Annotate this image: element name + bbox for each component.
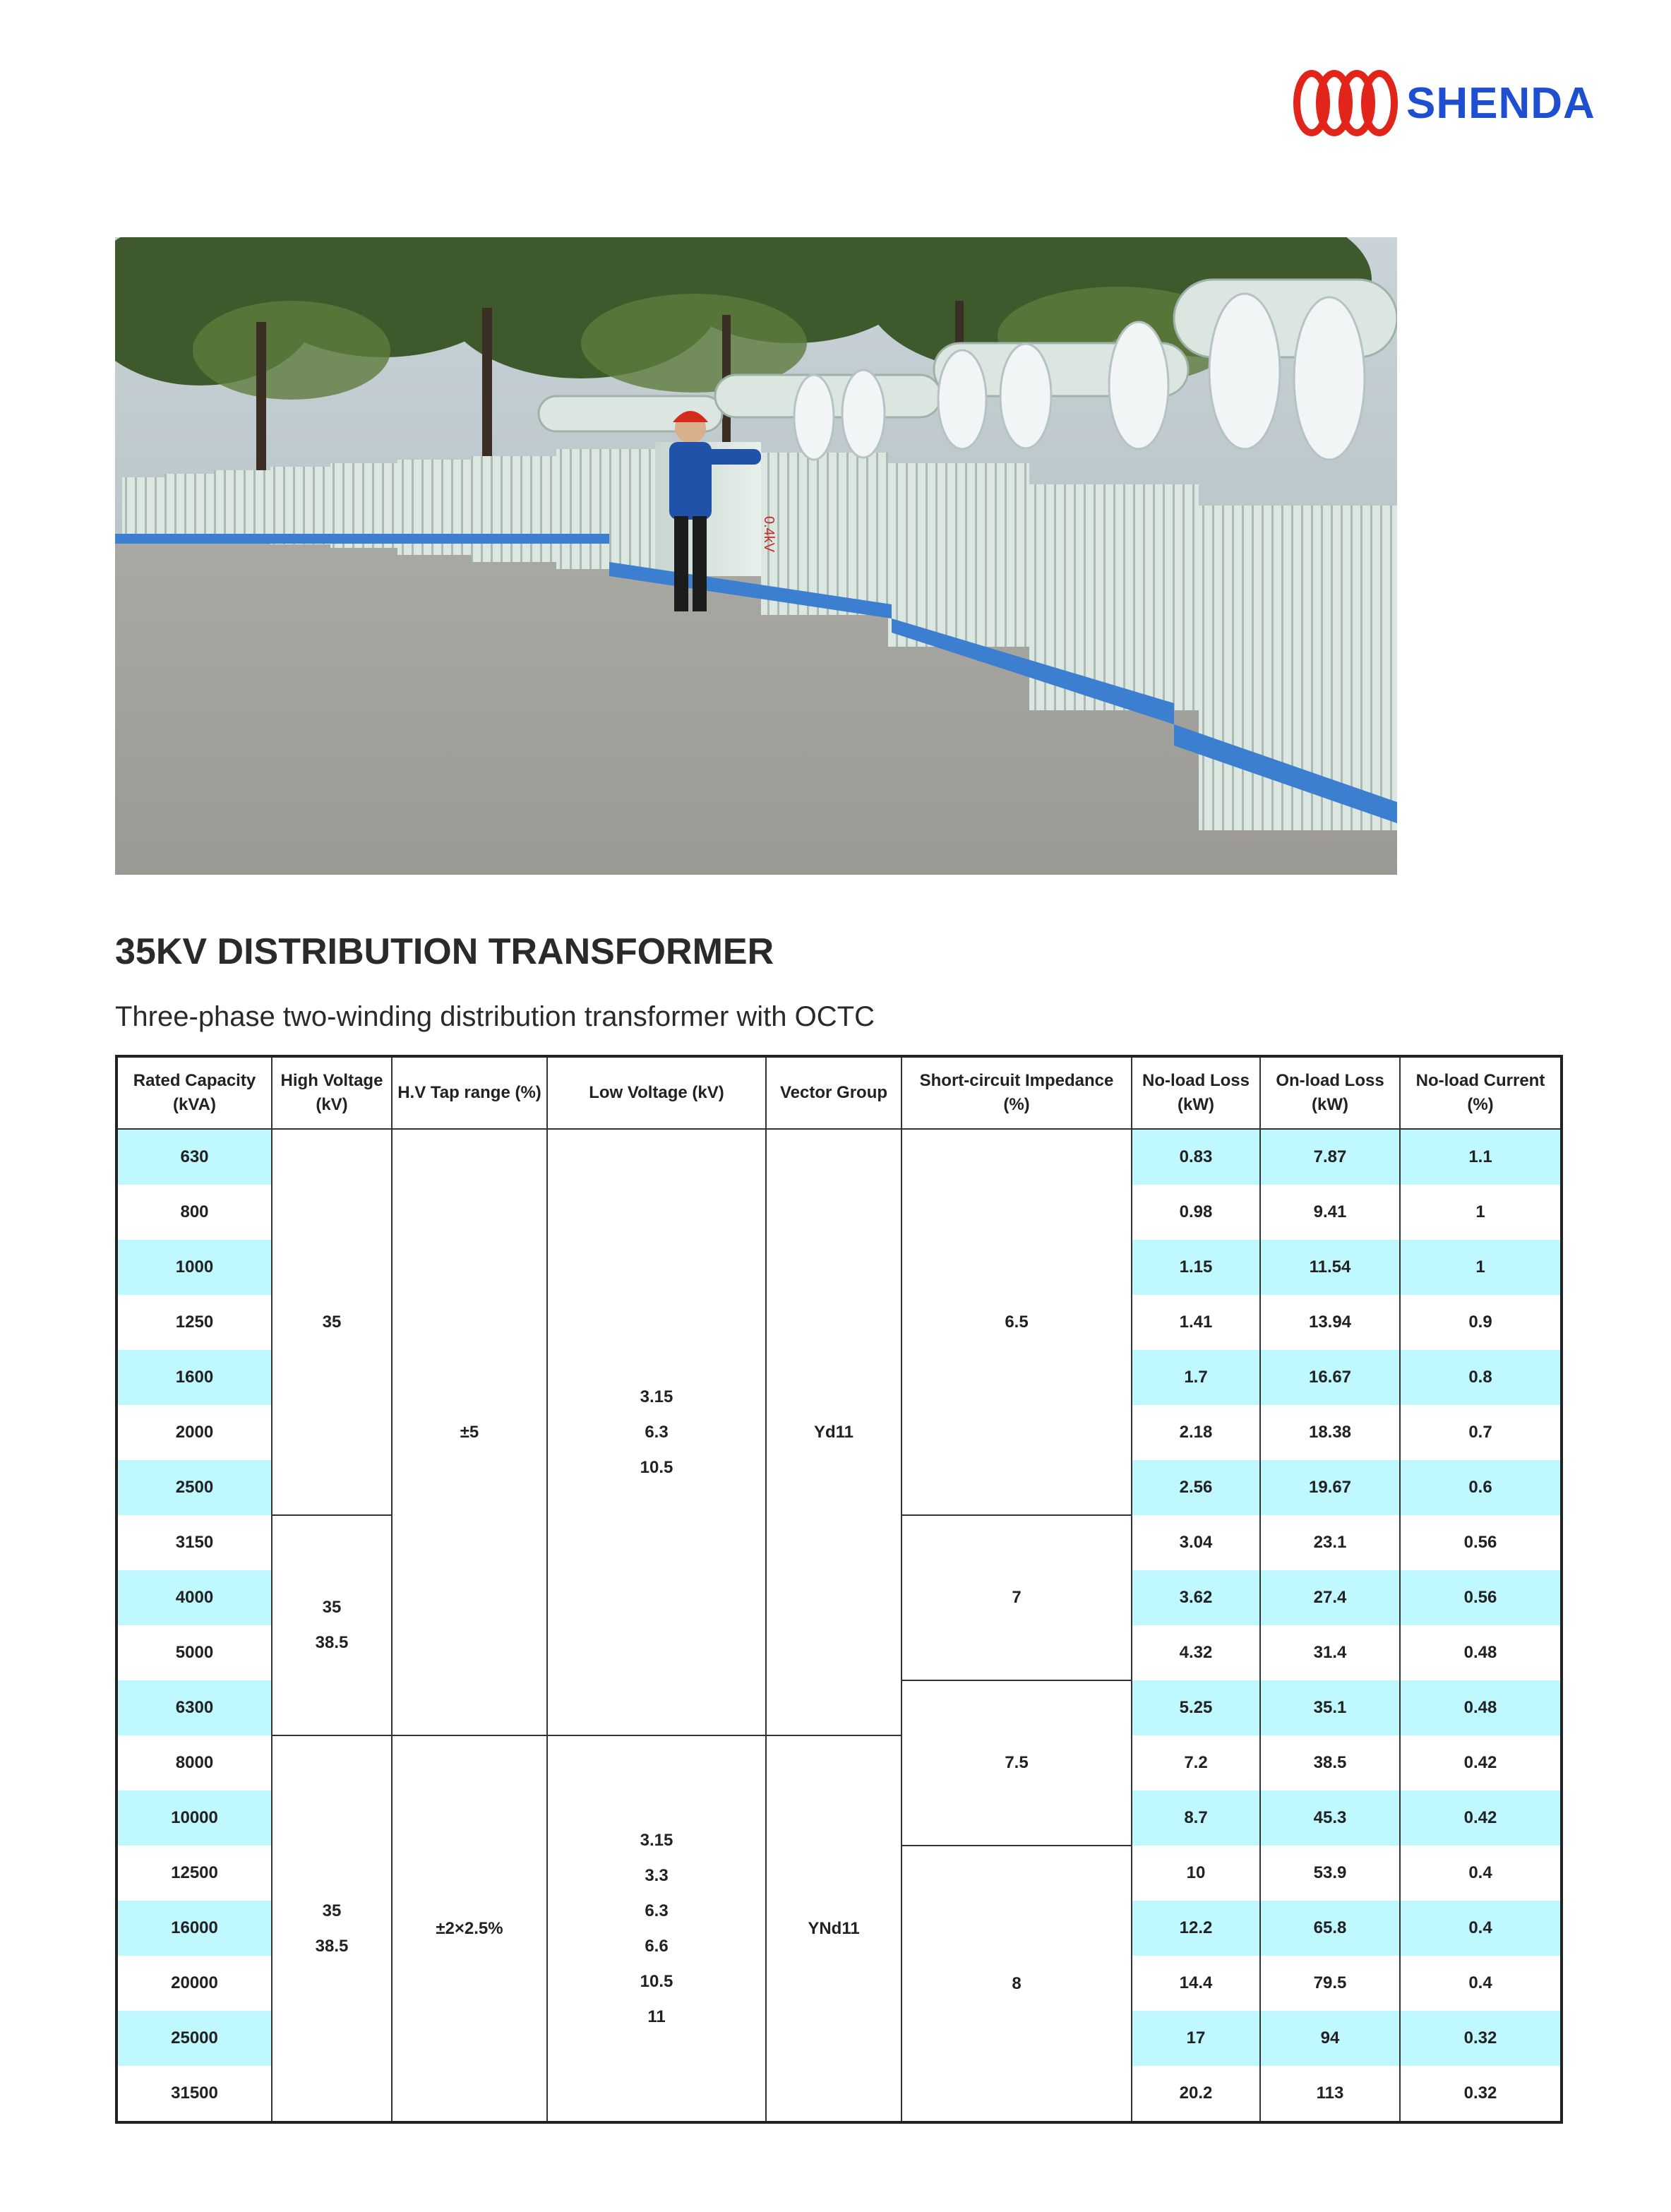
noload-current-cell: 0.4 bbox=[1400, 1901, 1562, 1956]
noload-loss-cell: 20.2 bbox=[1132, 2066, 1260, 2122]
tap-value: ±2×2.5% bbox=[436, 1918, 503, 1938]
header-noload-current bbox=[1400, 1056, 1562, 1129]
header-line: Low Voltage (kV) bbox=[589, 1083, 724, 1102]
capacity-cell: 8000 bbox=[116, 1735, 272, 1790]
header-line: H.V Tap range (%) bbox=[397, 1083, 541, 1102]
page-title: 35KV DISTRIBUTION TRANSFORMER bbox=[115, 931, 774, 972]
capacity-cell: 1000 bbox=[116, 1240, 272, 1295]
header-onload-loss bbox=[1260, 1056, 1400, 1129]
header-line: Short-circuit Impedance bbox=[919, 1071, 1114, 1090]
onload-loss-cell: 38.5 bbox=[1260, 1735, 1400, 1790]
onload-loss-cell: 19.67 bbox=[1260, 1460, 1400, 1515]
capacity-cell: 31500 bbox=[116, 2066, 272, 2122]
vector-group-cell bbox=[766, 1735, 902, 2122]
shenda-rings-icon bbox=[1292, 68, 1398, 138]
noload-loss-cell: 0.83 bbox=[1132, 1129, 1260, 1185]
noload-current-cell: 0.32 bbox=[1463, 2084, 1497, 2103]
noload-loss-cell: 5.25 bbox=[1132, 1680, 1260, 1735]
capacity-cell: 2000 bbox=[116, 1405, 272, 1460]
lv-value: 6.6 bbox=[645, 1936, 669, 1956]
lv-value: 3.3 bbox=[645, 1865, 669, 1885]
header-low-voltage bbox=[547, 1056, 766, 1129]
noload-current-cell: 0.8 bbox=[1400, 1350, 1562, 1405]
header-impedance bbox=[902, 1056, 1132, 1129]
header-line: Vector Group bbox=[779, 1083, 888, 1102]
transformer-photo bbox=[115, 237, 1397, 875]
onload-loss-cell: 31.4 bbox=[1260, 1625, 1400, 1680]
onload-loss-cell: 7.87 bbox=[1260, 1129, 1400, 1185]
noload-loss-cell: 12.2 bbox=[1132, 1901, 1260, 1956]
capacity-cell: 4000 bbox=[116, 1570, 272, 1625]
noload-loss-cell: 1.15 bbox=[1132, 1240, 1260, 1295]
header-noload-loss bbox=[1132, 1056, 1260, 1129]
noload-current-cell: 1.1 bbox=[1400, 1129, 1562, 1185]
page-subtitle: Three-phase two-winding distribution transformer with OCTC bbox=[115, 1001, 875, 1032]
header-line: High Voltage bbox=[280, 1071, 383, 1090]
header-line: (kW) bbox=[1312, 1095, 1348, 1114]
header-tap-range bbox=[392, 1056, 547, 1129]
lv-value: 3.15 bbox=[640, 1830, 673, 1850]
hv-value: 35 bbox=[322, 1901, 342, 1920]
hv-cell bbox=[272, 1515, 392, 1735]
lv-value: 10.5 bbox=[640, 1971, 673, 1991]
transformer-photo-illustration bbox=[115, 237, 1397, 875]
hv-value: 38.5 bbox=[315, 1633, 349, 1652]
onload-loss-cell: 11.54 bbox=[1260, 1240, 1400, 1295]
header-high-voltage bbox=[272, 1056, 392, 1129]
hv-value: 35 bbox=[322, 1312, 342, 1332]
lv-value: 10.5 bbox=[640, 1457, 673, 1477]
hv-value: 38.5 bbox=[315, 1936, 349, 1956]
noload-current-cell: 0.6 bbox=[1400, 1460, 1562, 1515]
header-line: (%) bbox=[1003, 1095, 1030, 1114]
lv-cell bbox=[547, 1129, 766, 1735]
hv-cell bbox=[272, 1735, 392, 2122]
capacity-cell: 6300 bbox=[116, 1680, 272, 1735]
impedance-cell bbox=[902, 1680, 1132, 1846]
noload-loss-cell: 3.04 bbox=[1132, 1515, 1260, 1570]
header-vector-group bbox=[766, 1056, 902, 1129]
lv-value: 6.3 bbox=[645, 1901, 669, 1920]
header-line: No-load Loss bbox=[1142, 1071, 1250, 1090]
noload-loss-cell: 7.2 bbox=[1132, 1735, 1260, 1790]
hv-cell bbox=[272, 1129, 392, 1515]
noload-current-cell: 0.48 bbox=[1400, 1680, 1562, 1735]
capacity-cell: 630 bbox=[116, 1129, 272, 1185]
capacity-cell: 3150 bbox=[116, 1515, 272, 1570]
onload-loss-cell: 65.8 bbox=[1260, 1901, 1400, 1956]
capacity-cell: 800 bbox=[116, 1185, 272, 1240]
noload-loss-cell: 10 bbox=[1132, 1846, 1260, 1901]
onload-loss-cell: 18.38 bbox=[1260, 1405, 1400, 1460]
capacity-cell: 1250 bbox=[116, 1295, 272, 1350]
vector-group-value: YNd11 bbox=[808, 1918, 860, 1938]
header-line: Rated Capacity bbox=[133, 1071, 256, 1090]
capacity-cell: 5000 bbox=[116, 1625, 272, 1680]
noload-loss-cell: 3.62 bbox=[1132, 1570, 1260, 1625]
lv-value: 11 bbox=[647, 2007, 666, 2026]
noload-current-cell: 0.9 bbox=[1468, 1313, 1492, 1332]
noload-loss-cell: 2.56 bbox=[1132, 1460, 1260, 1515]
header-line: (kV) bbox=[316, 1095, 348, 1114]
capacity-cell: 20000 bbox=[116, 1956, 272, 2011]
noload-current-cell: 0.42 bbox=[1400, 1790, 1562, 1846]
impedance-cell bbox=[902, 1846, 1132, 2122]
noload-current-cell: 0.56 bbox=[1463, 1533, 1497, 1552]
impedance-value: 7 bbox=[1012, 1588, 1022, 1607]
noload-loss-cell: 1.7 bbox=[1132, 1350, 1260, 1405]
impedance-cell bbox=[902, 1515, 1132, 1680]
header-line: No-load Current bbox=[1415, 1071, 1545, 1090]
noload-loss-cell: 4.32 bbox=[1132, 1625, 1260, 1680]
noload-loss-cell: 0.98 bbox=[1132, 1185, 1260, 1240]
noload-current-cell: 0.42 bbox=[1463, 1753, 1497, 1772]
noload-current-cell: 0.4 bbox=[1468, 1863, 1492, 1882]
tap-value: ±5 bbox=[460, 1422, 479, 1442]
capacity-cell: 25000 bbox=[116, 2011, 272, 2066]
brand-logo bbox=[1292, 68, 1595, 138]
lv-cell bbox=[547, 1735, 766, 2122]
header-line: (kW) bbox=[1178, 1095, 1214, 1114]
onload-loss-cell: 35.1 bbox=[1260, 1680, 1400, 1735]
capacity-cell: 1600 bbox=[116, 1350, 272, 1405]
noload-current-cell: 0.7 bbox=[1468, 1423, 1492, 1442]
spec-table bbox=[115, 1055, 1563, 2124]
lv-value: 6.3 bbox=[645, 1422, 669, 1442]
onload-loss-cell: 79.5 bbox=[1260, 1956, 1400, 2011]
noload-loss-cell: 1.41 bbox=[1132, 1295, 1260, 1350]
onload-loss-cell: 113 bbox=[1260, 2066, 1400, 2122]
onload-loss-cell: 45.3 bbox=[1260, 1790, 1400, 1846]
table-row bbox=[116, 1735, 1562, 1790]
onload-loss-cell: 94 bbox=[1260, 2011, 1400, 2066]
impedance-cell bbox=[902, 1129, 1132, 1515]
table-header-row bbox=[116, 1056, 1562, 1129]
onload-loss-cell: 9.41 bbox=[1260, 1185, 1400, 1240]
tank-marking: 0.4kV bbox=[761, 516, 777, 553]
header-line: (%) bbox=[1467, 1095, 1494, 1114]
vector-group-value: Yd11 bbox=[813, 1422, 854, 1442]
capacity-cell: 12500 bbox=[116, 1846, 272, 1901]
brand-name: SHENDA bbox=[1406, 78, 1595, 128]
capacity-cell: 10000 bbox=[116, 1790, 272, 1846]
hv-value: 35 bbox=[322, 1598, 342, 1617]
lv-value: 3.15 bbox=[640, 1387, 673, 1406]
tap-cell bbox=[392, 1129, 547, 1735]
noload-current-cell: 0.56 bbox=[1400, 1570, 1562, 1625]
noload-current-cell: 0.32 bbox=[1400, 2011, 1562, 2066]
table-row bbox=[116, 1129, 1562, 1185]
noload-loss-cell: 17 bbox=[1132, 2011, 1260, 2066]
header-line: On-load Loss bbox=[1276, 1071, 1384, 1090]
impedance-value: 6.5 bbox=[1005, 1312, 1029, 1332]
vector-group-cell bbox=[766, 1129, 902, 1735]
noload-loss-cell: 14.4 bbox=[1132, 1956, 1260, 2011]
noload-loss-cell: 2.18 bbox=[1132, 1405, 1260, 1460]
onload-loss-cell: 23.1 bbox=[1260, 1515, 1400, 1570]
onload-loss-cell: 27.4 bbox=[1260, 1570, 1400, 1625]
impedance-value: 8 bbox=[1012, 1973, 1022, 1993]
onload-loss-cell: 53.9 bbox=[1260, 1846, 1400, 1901]
noload-current-cell: 1 bbox=[1475, 1202, 1485, 1221]
header-line: (kVA) bbox=[173, 1095, 216, 1114]
header-rated-capacity bbox=[116, 1056, 272, 1129]
capacity-cell: 16000 bbox=[116, 1901, 272, 1956]
onload-loss-cell: 13.94 bbox=[1260, 1295, 1400, 1350]
noload-loss-cell: 8.7 bbox=[1132, 1790, 1260, 1846]
impedance-value: 7.5 bbox=[1005, 1753, 1029, 1772]
noload-current-cell: 0.4 bbox=[1468, 1973, 1492, 1992]
onload-loss-cell: 16.67 bbox=[1260, 1350, 1400, 1405]
noload-current-cell: 0.48 bbox=[1463, 1643, 1497, 1662]
tap-cell bbox=[392, 1735, 547, 2122]
capacity-cell: 2500 bbox=[116, 1460, 272, 1515]
noload-current-cell: 1 bbox=[1400, 1240, 1562, 1295]
